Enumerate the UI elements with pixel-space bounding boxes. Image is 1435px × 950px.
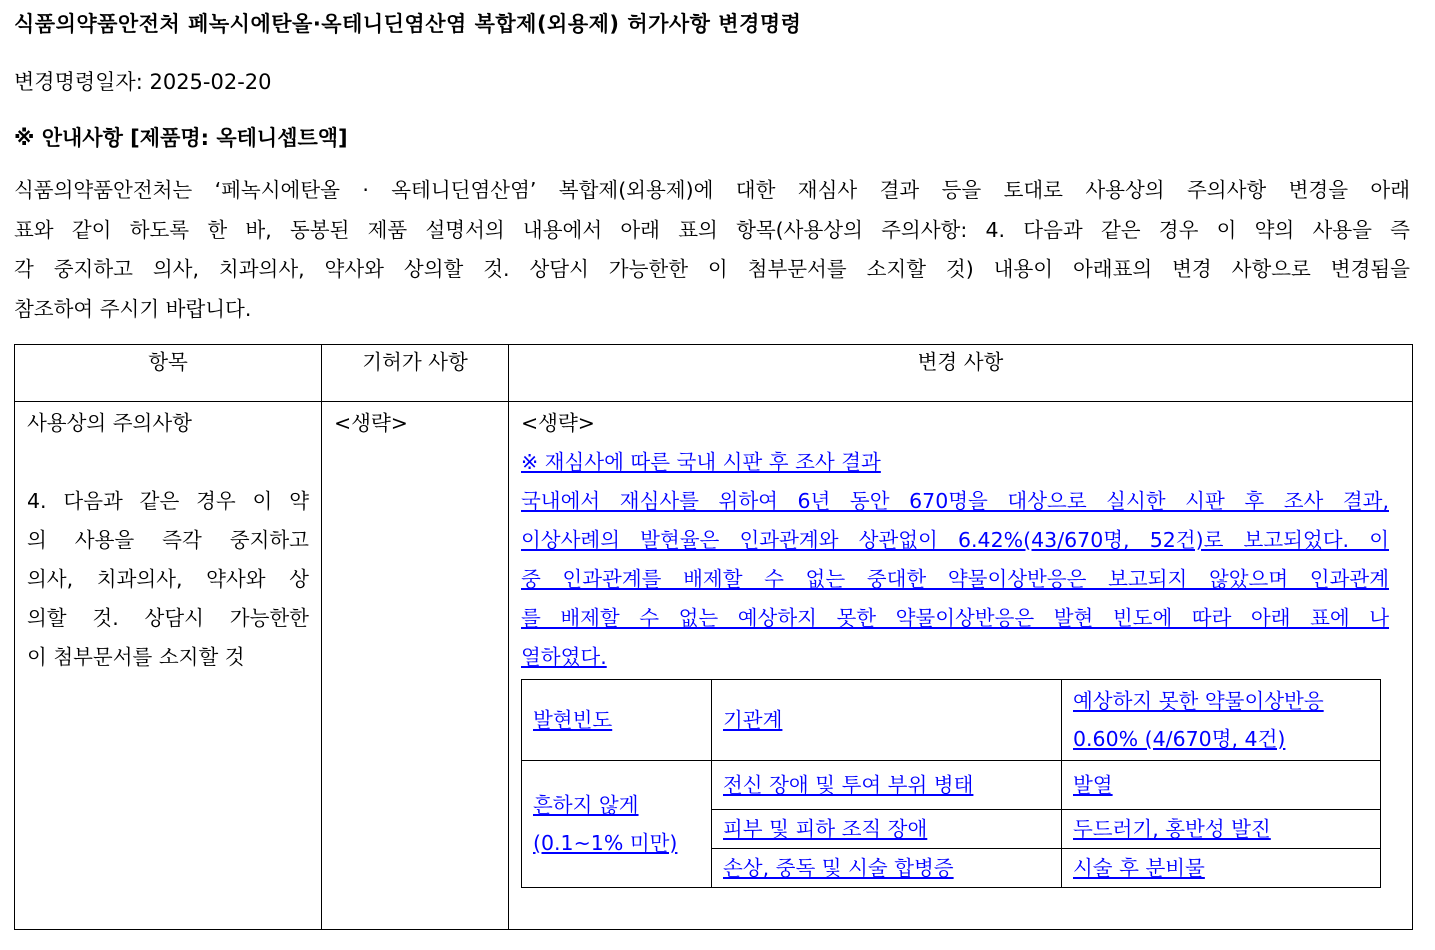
- item-line: 이 첨부문서를 소지할 것: [27, 645, 245, 669]
- changed-omitted: <생략>: [521, 411, 595, 435]
- item-line: 의사, 치과의사, 약사와 상: [27, 567, 309, 591]
- adverse-header-organ: 기관계: [712, 680, 1062, 761]
- change-order-date: 변경명령일자: 2025-02-20: [14, 70, 272, 94]
- changed-heading: ※ 재심사에 따른 국내 시판 후 조사 결과: [521, 450, 881, 474]
- existing-text: <생략>: [334, 411, 408, 435]
- item-cell: [15, 402, 322, 930]
- header-existing: 기허가 사항: [322, 345, 509, 402]
- changed-line: 이상사례의 발현율은 인과관계와 상관없이 6.42%(43/670명, 52건)로 보고되었다. 이: [521, 528, 1389, 552]
- frequency-range: (0.1~1% 미만): [533, 831, 678, 855]
- adverse-header-reaction-rate: 0.60% (4/670명, 4건): [1073, 727, 1286, 751]
- adverse-table-row: [522, 761, 1381, 810]
- adverse-reaction-table: [521, 679, 1381, 888]
- item-line: 의 사용을 즉각 중지하고: [27, 528, 309, 552]
- intro-line: 참조하여 주시기 바랍니다.: [14, 296, 252, 321]
- intro-line: 표와 같이 하도록 한 바, 동봉된 제품 설명서의 내용에서 아래 표의 항목(사용상의 주의사항: 4. 다음과 같은 경우 이 약의 사용을 즉: [14, 217, 1410, 242]
- intro-line: 식품의약품안전처는 ‘페녹시에탄올 · 옥테니딘염산염’ 복합제(외용제)에 대한 재심사 결과 등을 토대로 사용상의 주의사항 변경을 아래: [14, 178, 1410, 202]
- item-line: 4. 다음과 같은 경우 이 약: [27, 489, 309, 513]
- frequency-label: 흔하지 않게: [533, 793, 639, 817]
- intro-paragraph: [14, 171, 1410, 329]
- adverse-header-reaction: [1062, 680, 1381, 761]
- adverse-organ-cell: 전신 장애 및 투여 부위 병태: [712, 761, 1062, 810]
- header-item: 항목: [15, 345, 322, 402]
- adverse-reaction-cell: 시술 후 분비물: [1062, 849, 1381, 888]
- intro-line: 각 중지하고 의사, 치과의사, 약사와 상의할 것. 상담시 가능한한 이 첨부문서를 소지할 것) 내용이 아래표의 변경 사항으로 변경됨을: [14, 257, 1410, 281]
- notice-title: ※ 안내사항 [제품명: 옥테니셉트액]: [14, 126, 348, 150]
- adverse-header-frequency: 발현빈도: [522, 680, 712, 761]
- adverse-organ-cell: 피부 및 피하 조직 장애: [712, 810, 1062, 849]
- adverse-table-header-row: [522, 680, 1381, 761]
- item-line: 의할 것. 상담시 가능한한: [27, 606, 309, 630]
- adverse-organ-cell: 손상, 중독 및 시술 합병증: [712, 849, 1062, 888]
- change-table: [14, 344, 1413, 930]
- adverse-reaction-cell: 두드러기, 홍반성 발진: [1062, 810, 1381, 849]
- changed-cell: [509, 402, 1413, 930]
- adverse-header-reaction-title: 예상하지 못한 약물이상반응: [1073, 689, 1324, 713]
- change-table-row: [15, 402, 1413, 930]
- header-changed: 변경 사항: [509, 345, 1413, 402]
- adverse-frequency-cell: [522, 761, 712, 888]
- adverse-reaction-cell: 발열: [1062, 761, 1381, 810]
- changed-line: 중 인과관계를 배제할 수 없는 중대한 약물이상반응은 보고되지 않았으며 인과관계: [521, 567, 1389, 591]
- change-table-header-row: [15, 345, 1413, 402]
- existing-cell: [322, 402, 509, 930]
- changed-line: 국내에서 재심사를 위하여 6년 동안 670명을 대상으로 실시한 시판 후 조사 결과,: [521, 489, 1389, 513]
- changed-line: 를 배제할 수 없는 예상하지 못한 약물이상반응은 발현 빈도에 따라 아래 표에 나: [521, 606, 1389, 630]
- changed-line: 열하였다.: [521, 645, 607, 669]
- document-title: 식품의약품안전처 페녹시에탄올·옥테니딘염산염 복합제(외용제) 허가사항 변경명령: [14, 12, 802, 36]
- item-title: 사용상의 주의사항: [27, 411, 192, 435]
